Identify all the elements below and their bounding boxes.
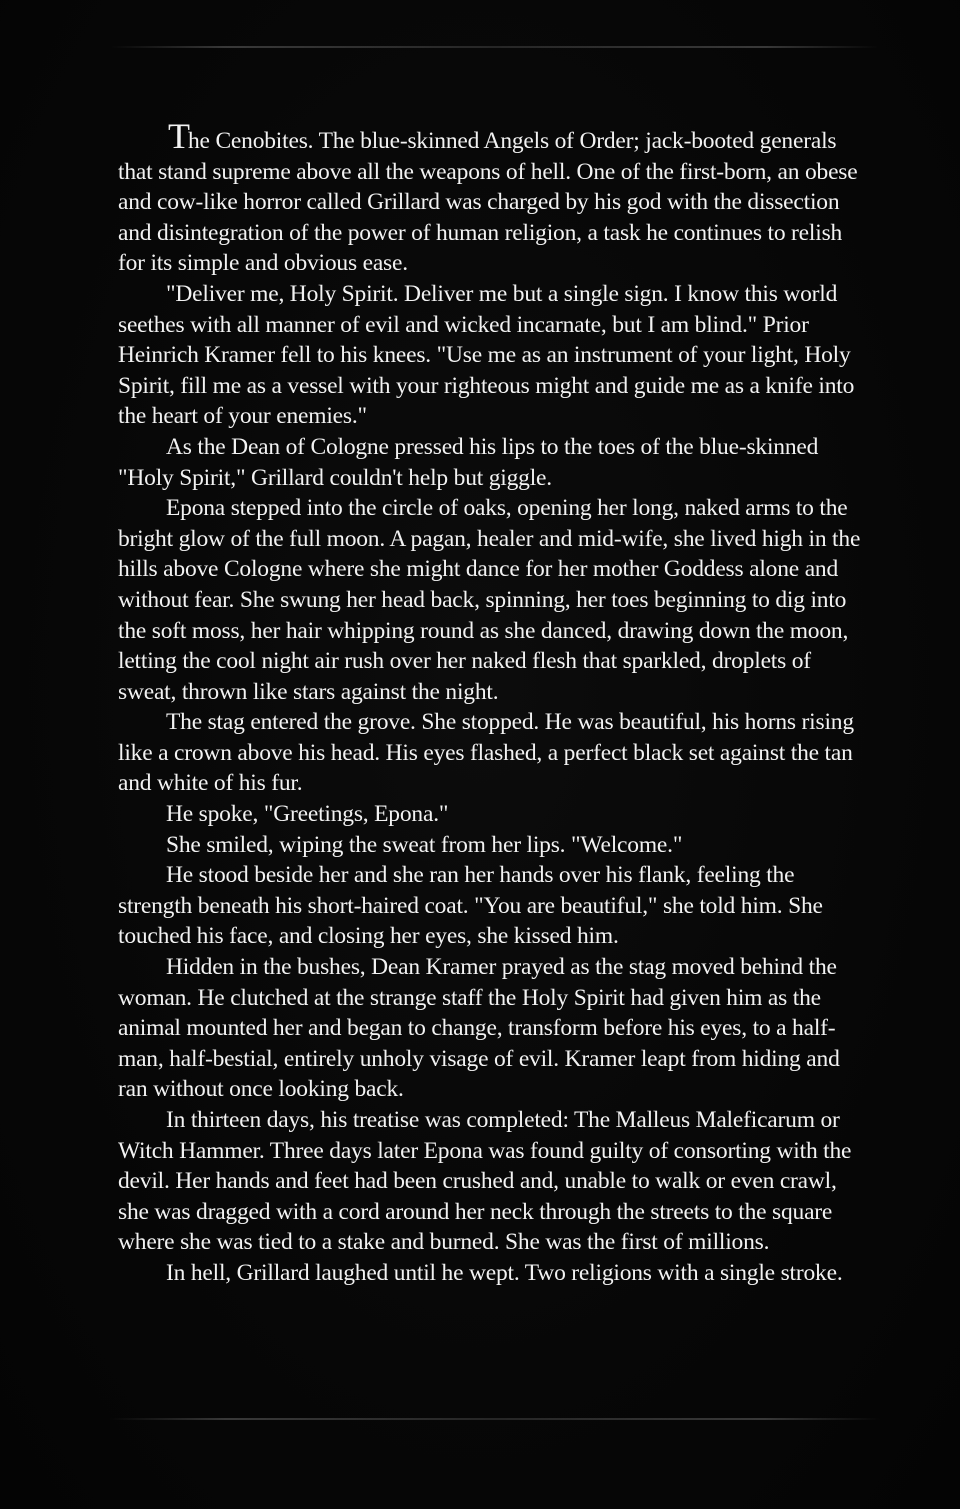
drop-cap: T [168,116,188,156]
bottom-divider [110,1418,880,1420]
paragraph-3: As the Dean of Cologne pressed his lips to the toes of the blue-skinned "Holy Spirit," Grillard couldn't help but giggle. [118,433,819,491]
paragraph-7: She smiled, wiping the sweat from her lips. "Welcome." [166,831,683,858]
paragraph-9: Hidden in the bushes, Dean Kramer prayed as the stag moved behind the woman. He clutched at the strange staff the Holy Spirit had given him as the animal mounted her and began to change, transform before his eyes, to a half-man, half-bestial, entirely unholy visage of evil. Kramer leapt from hiding and ran without once looking back. [118,954,840,1103]
paragraph-10: In thirteen days, his treatise was completed: The Malleus Maleficarum or Witch Hammer. Three days later Epona was found guilty of consorting with the devil. Her hands and feet had been crushed and, unable to walk or even crawl, she was dragged with a cord around her neck through the streets to the square where she was tied to a stake and burned. She was the first of millions. [118,1107,852,1256]
paragraph-1-text: he Cenobites. The blue-skinned Angels of Order; jack-booted generals that stand supreme above all the weapons of hell. One of the first-born, an obese and cow-like horror called Grillard was charged by his god with the dissection and disintegration of the power of human religion, a task he continues to relish for its simple and obvious ease. [118,128,858,277]
story-text [118,118,870,1289]
paragraph-1 [118,118,870,279]
paragraph-6: He spoke, "Greetings, Epona." [166,801,449,828]
top-divider [110,46,880,48]
paragraph-4: Epona stepped into the circle of oaks, opening her long, naked arms to the bright glow of the full moon. A pagan, healer and mid-wife, she lived high in the hills above Cologne where she might dance for her mother Goddess alone and without fear. She swung her head back, spinning, her toes beginning to dig into the soft moss, her hair whipping round as she danced, drawing down the moon, letting the cool night air rush over her naked flesh that sparkled, droplets of sweat, thrown like stars against the night. [118,495,861,705]
paragraph-11: In hell, Grillard laughed until he wept. Two religions with a single stroke. [166,1259,843,1286]
paragraph-8: He stood beside her and she ran her hands over his flank, feeling the strength beneath his short-haired coat. "You are beautiful," she told him. She touched his face, and closing her eyes, she kissed him. [118,862,823,950]
paragraph-5: The stag entered the grove. She stopped. He was beautiful, his horns rising like a crown above his head. His eyes flashed, a perfect black set against the tan and white of his fur. [118,709,854,797]
paragraph-2: "Deliver me, Holy Spirit. Deliver me but a single sign. I know this world seethes with all manner of evil and wicked incarnate, but I am blind." Prior Heinrich Kramer fell to his knees. "Use me as an instrument of your light, Holy Spirit, fill me as a vessel with your righteous might and guide me as a knife into the heart of your enemies." [118,280,855,430]
